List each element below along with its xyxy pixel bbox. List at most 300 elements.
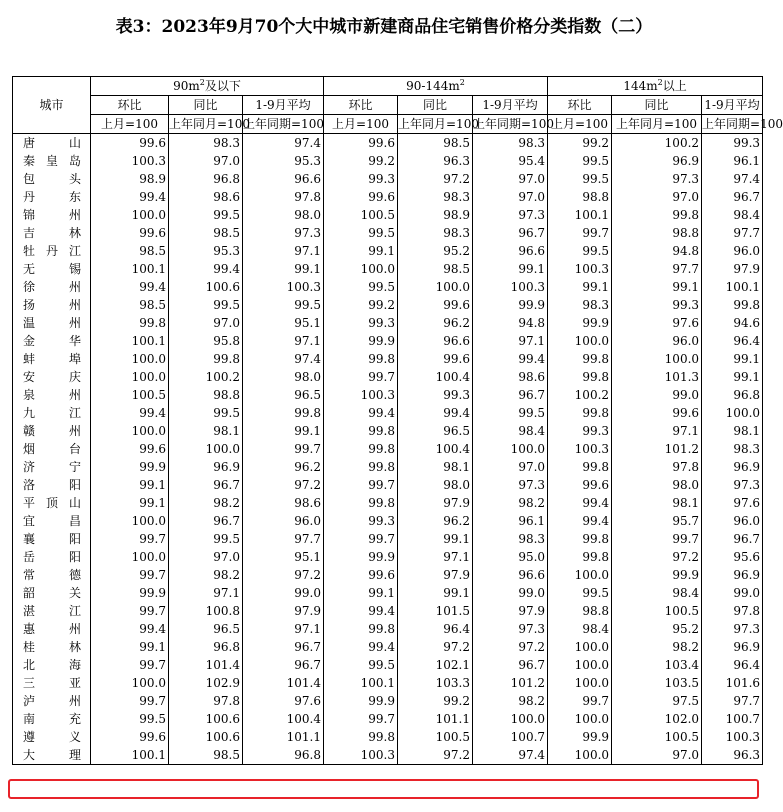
index-value: 98.3 [169,134,243,153]
index-value: 98.6 [243,494,324,512]
group-header-small: $90m^2$及以下 [91,77,324,96]
table-row [13,674,763,692]
index-value: 99.1 [91,638,169,656]
index-value: 96.7 [169,512,243,530]
index-value: 97.7 [702,224,763,242]
index-value: 94.8 [612,242,702,260]
index-value: 99.5 [243,296,324,314]
index-value: 100.1 [91,260,169,278]
index-value: 97.0 [169,152,243,170]
city-name-char: 德 [68,568,82,582]
table-row [13,224,763,242]
index-value: 100.8 [169,602,243,620]
index-value: 99.3 [324,512,398,530]
subheader-yoy: 同比 [398,96,473,115]
city-name [13,710,91,728]
city-name [13,530,91,548]
index-value: 99.9 [91,458,169,476]
city-name [13,350,91,368]
index-value: 98.2 [612,638,702,656]
city-name-char: 理 [68,748,82,762]
city-name-char: 林 [68,640,82,654]
index-value: 96.1 [473,512,548,530]
table-row [13,386,763,404]
index-value: 99.4 [324,602,398,620]
index-value: 97.4 [243,350,324,368]
index-value: 99.8 [548,404,612,422]
index-value: 99.7 [91,530,169,548]
index-value: 100.0 [91,512,169,530]
index-value: 96.7 [473,224,548,242]
index-value: 99.5 [169,530,243,548]
index-value: 98.9 [398,206,473,224]
table-row [13,710,763,728]
table-row [13,296,763,314]
index-value: 97.1 [243,620,324,638]
base-label: 上年同期=100 [243,115,324,134]
index-value: 100.0 [548,746,612,765]
index-value: 98.5 [169,746,243,765]
city-name-char: 埠 [68,352,82,366]
index-value: 99.4 [91,188,169,206]
index-value: 96.5 [243,386,324,404]
index-value: 96.9 [612,152,702,170]
index-value: 98.3 [398,224,473,242]
city-name-char: 锡 [68,262,82,276]
index-value: 99.6 [91,224,169,242]
index-value: 99.8 [243,404,324,422]
index-value: 100.6 [169,278,243,296]
index-value: 98.0 [398,476,473,494]
base-label: 上年同期=100 [702,115,763,134]
index-value: 99.8 [612,206,702,224]
index-value: 99.7 [91,566,169,584]
city-name-char: 北 [23,658,37,672]
index-value: 99.9 [91,584,169,602]
index-value: 97.0 [473,188,548,206]
index-value: 95.1 [243,314,324,332]
city-name-char: 关 [68,586,82,600]
subheader-ytd: 1-9月平均 [243,96,324,115]
index-value: 100.0 [548,332,612,350]
index-value: 96.0 [612,332,702,350]
index-value: 100.1 [702,278,763,296]
index-value: 96.5 [169,620,243,638]
index-value: 97.2 [612,548,702,566]
index-value: 98.3 [702,440,763,458]
index-value: 101.4 [169,656,243,674]
index-value: 100.3 [324,386,398,404]
city-name-char: 包 [23,172,37,186]
index-value: 99.4 [91,620,169,638]
index-value: 100.5 [398,728,473,746]
index-value: 100.0 [91,368,169,386]
index-value: 99.4 [169,260,243,278]
index-value: 99.9 [473,296,548,314]
index-value: 99.7 [324,710,398,728]
city-name-char: 锦 [23,208,37,222]
index-value: 99.8 [324,440,398,458]
city-name-char: 皇 [45,154,59,168]
index-value: 98.4 [612,584,702,602]
index-value: 96.8 [169,638,243,656]
index-value: 97.0 [169,314,243,332]
base-label: 上月=100 [324,115,398,134]
index-value: 95.1 [243,548,324,566]
index-value: 95.4 [473,152,548,170]
index-value: 97.6 [243,692,324,710]
group-header-large: $144m^2$以上 [548,77,763,96]
index-value: 100.0 [473,710,548,728]
city-name-char: 亚 [68,676,82,690]
index-value: 99.1 [473,260,548,278]
city-name [13,404,91,422]
index-value: 100.0 [91,422,169,440]
index-value: 97.0 [612,188,702,206]
index-value: 102.9 [169,674,243,692]
index-value: 96.8 [169,170,243,188]
index-value: 97.3 [702,476,763,494]
index-value: 97.4 [702,170,763,188]
index-value: 102.1 [398,656,473,674]
index-value: 100.4 [398,368,473,386]
index-value: 99.0 [702,584,763,602]
index-value: 99.9 [548,728,612,746]
index-value: 99.3 [324,314,398,332]
city-name-char: 岛 [68,154,82,168]
city-name-char: 州 [68,280,82,294]
index-value: 95.6 [702,548,763,566]
index-value: 99.5 [324,278,398,296]
subheader-yoy: 同比 [169,96,243,115]
city-name-char: 阳 [68,550,82,564]
index-value: 100.0 [91,206,169,224]
index-value: 98.2 [473,692,548,710]
city-name-char: 惠 [23,622,37,636]
index-value: 99.1 [702,368,763,386]
index-value: 97.3 [243,224,324,242]
city-name-char: 徐 [23,280,37,294]
index-value: 97.2 [243,566,324,584]
index-value: 99.9 [548,314,612,332]
index-value: 100.3 [324,746,398,765]
base-label: 上年同月=100 [169,115,243,134]
city-name [13,368,91,386]
city-name-char: 湛 [23,604,37,618]
index-value: 99.5 [548,584,612,602]
city-name-char: 头 [68,172,82,186]
index-value: 99.4 [324,638,398,656]
index-value: 100.3 [548,260,612,278]
index-value: 99.8 [548,458,612,476]
base-label: 上年同月=100 [398,115,473,134]
table-row [13,260,763,278]
index-value: 97.3 [473,476,548,494]
table-row [13,188,763,206]
index-value: 99.4 [473,350,548,368]
index-value: 99.0 [612,386,702,404]
index-value: 97.3 [473,206,548,224]
index-value: 98.8 [169,386,243,404]
index-value: 99.1 [91,494,169,512]
index-value: 100.0 [702,404,763,422]
index-value: 100.4 [398,440,473,458]
city-name [13,692,91,710]
index-value: 99.9 [324,692,398,710]
index-value: 97.1 [398,548,473,566]
index-value: 94.6 [702,314,763,332]
table-row [13,170,763,188]
base-label: 上月=100 [548,115,612,134]
index-value: 97.4 [473,746,548,765]
index-value: 99.7 [91,692,169,710]
index-value: 98.3 [548,296,612,314]
highlight-box [8,779,759,799]
index-value: 96.7 [169,476,243,494]
index-value: 99.8 [324,350,398,368]
index-value: 100.1 [324,674,398,692]
city-name [13,656,91,674]
city-name-char: 九 [23,406,37,420]
index-value: 97.2 [398,170,473,188]
index-value: 100.1 [548,206,612,224]
index-value: 99.6 [91,728,169,746]
index-value: 99.8 [324,728,398,746]
index-value: 95.8 [169,332,243,350]
index-value: 99.1 [324,242,398,260]
city-name [13,314,91,332]
city-name-char: 泉 [23,388,37,402]
index-value: 99.7 [324,476,398,494]
group-header-medium: $90-144m^2$ [324,77,548,96]
city-name-char: 山 [68,136,82,150]
index-value: 97.3 [612,170,702,188]
index-value: 97.9 [398,566,473,584]
index-value: 98.1 [398,458,473,476]
index-value: 97.8 [243,188,324,206]
index-value: 99.8 [548,368,612,386]
index-value: 98.3 [473,530,548,548]
subheader-mom: 环比 [548,96,612,115]
index-value: 100.0 [548,674,612,692]
index-value: 99.1 [398,584,473,602]
index-value: 99.5 [91,710,169,728]
index-value: 98.4 [548,620,612,638]
city-name [13,584,91,602]
index-value: 100.3 [548,440,612,458]
index-value: 96.6 [243,170,324,188]
index-value: 99.8 [324,494,398,512]
table-row [13,404,763,422]
index-value: 98.2 [169,494,243,512]
index-value: 96.0 [702,242,763,260]
city-name [13,242,91,260]
index-value: 98.3 [473,134,548,153]
index-value: 99.1 [243,260,324,278]
table-row [13,620,763,638]
index-value: 98.9 [91,170,169,188]
index-value: 100.0 [612,350,702,368]
index-value: 96.9 [702,638,763,656]
city-name-char: 桂 [23,640,37,654]
index-value: 96.2 [398,314,473,332]
index-value: 99.5 [548,242,612,260]
index-value: 99.0 [473,584,548,602]
index-value: 98.6 [473,368,548,386]
index-value: 99.3 [324,170,398,188]
index-value: 101.5 [398,602,473,620]
city-name [13,602,91,620]
city-name-char: 吉 [23,226,37,240]
city-name [13,638,91,656]
index-value: 99.3 [702,134,763,153]
index-value: 99.2 [398,692,473,710]
index-value: 99.1 [612,278,702,296]
city-name-char: 顶 [45,496,59,510]
index-value: 99.1 [702,350,763,368]
city-name-char: 济 [23,460,37,474]
index-value: 99.2 [548,134,612,153]
index-value: 95.0 [473,548,548,566]
index-value: 98.4 [473,422,548,440]
city-name [13,548,91,566]
city-name-char: 宜 [23,514,37,528]
index-value: 100.2 [548,386,612,404]
index-value: 97.7 [612,260,702,278]
table-row [13,206,763,224]
city-name-char: 山 [68,496,82,510]
index-value: 96.2 [398,512,473,530]
city-name [13,188,91,206]
city-name-char: 州 [68,298,82,312]
city-name [13,458,91,476]
index-value: 98.8 [548,188,612,206]
city-name-char: 州 [68,388,82,402]
index-value: 98.2 [169,566,243,584]
index-value: 99.8 [548,548,612,566]
table-row [13,440,763,458]
table-row [13,548,763,566]
index-value: 96.8 [702,386,763,404]
index-value: 96.2 [243,458,324,476]
city-name-char: 无 [23,262,37,276]
city-name [13,386,91,404]
index-value: 97.8 [612,458,702,476]
index-value: 97.2 [398,638,473,656]
index-value: 98.5 [91,296,169,314]
city-name-char: 扬 [23,298,37,312]
index-value: 96.0 [702,512,763,530]
index-value: 102.0 [612,710,702,728]
index-value: 99.5 [169,296,243,314]
city-name-char: 江 [68,244,82,258]
index-value: 100.0 [91,674,169,692]
table-row [13,422,763,440]
index-value: 96.5 [398,422,473,440]
city-name [13,440,91,458]
index-value: 97.0 [169,548,243,566]
index-value: 98.0 [243,206,324,224]
city-name-char: 华 [68,334,82,348]
city-name [13,512,91,530]
city-name-char: 赣 [23,424,37,438]
city-name-char: 庆 [68,370,82,384]
index-value: 100.0 [473,440,548,458]
index-value: 99.6 [91,134,169,153]
base-row [13,115,763,134]
city-name-char: 泸 [23,694,37,708]
index-value: 98.6 [169,188,243,206]
city-name [13,674,91,692]
city-name-char: 韶 [23,586,37,600]
index-value: 98.1 [612,494,702,512]
index-value: 99.5 [548,170,612,188]
city-name-char: 林 [68,226,82,240]
city-name-char: 常 [23,568,37,582]
index-value: 99.5 [548,152,612,170]
subheader-mom: 环比 [324,96,398,115]
table-row [13,530,763,548]
index-value: 96.6 [398,332,473,350]
index-value: 96.3 [702,746,763,765]
index-value: 98.1 [169,422,243,440]
index-value: 101.1 [398,710,473,728]
city-name [13,134,91,153]
index-value: 100.1 [91,332,169,350]
city-name [13,620,91,638]
base-label: 上月=100 [91,115,169,134]
city-name-char: 充 [68,712,82,726]
city-name-char: 阳 [68,478,82,492]
table-row [13,692,763,710]
index-value: 100.0 [548,656,612,674]
city-name [13,224,91,242]
index-value: 101.3 [612,368,702,386]
index-value: 100.0 [548,638,612,656]
index-value: 99.8 [169,350,243,368]
index-value: 96.9 [702,566,763,584]
index-value: 99.6 [324,134,398,153]
index-value: 97.0 [473,170,548,188]
city-name-char: 阳 [68,532,82,546]
index-value: 100.5 [612,728,702,746]
index-value: 97.4 [243,134,324,153]
index-value: 99.7 [324,530,398,548]
index-value: 101.2 [612,440,702,458]
index-value: 100.0 [398,278,473,296]
index-value: 97.0 [473,458,548,476]
table-row [13,638,763,656]
index-value: 100.3 [702,728,763,746]
index-value: 100.5 [91,386,169,404]
index-value: 99.4 [548,494,612,512]
city-name-char: 州 [68,208,82,222]
city-name-char: 州 [68,622,82,636]
table-row [13,494,763,512]
index-value: 98.0 [243,368,324,386]
index-value: 99.8 [702,296,763,314]
index-value: 97.2 [243,476,324,494]
table-row [13,278,763,296]
city-name-char: 州 [68,424,82,438]
index-value: 97.9 [398,494,473,512]
table-row [13,728,763,746]
city-name [13,152,91,170]
index-value: 99.7 [548,692,612,710]
index-value: 96.9 [169,458,243,476]
table-row [13,746,763,765]
city-name [13,494,91,512]
